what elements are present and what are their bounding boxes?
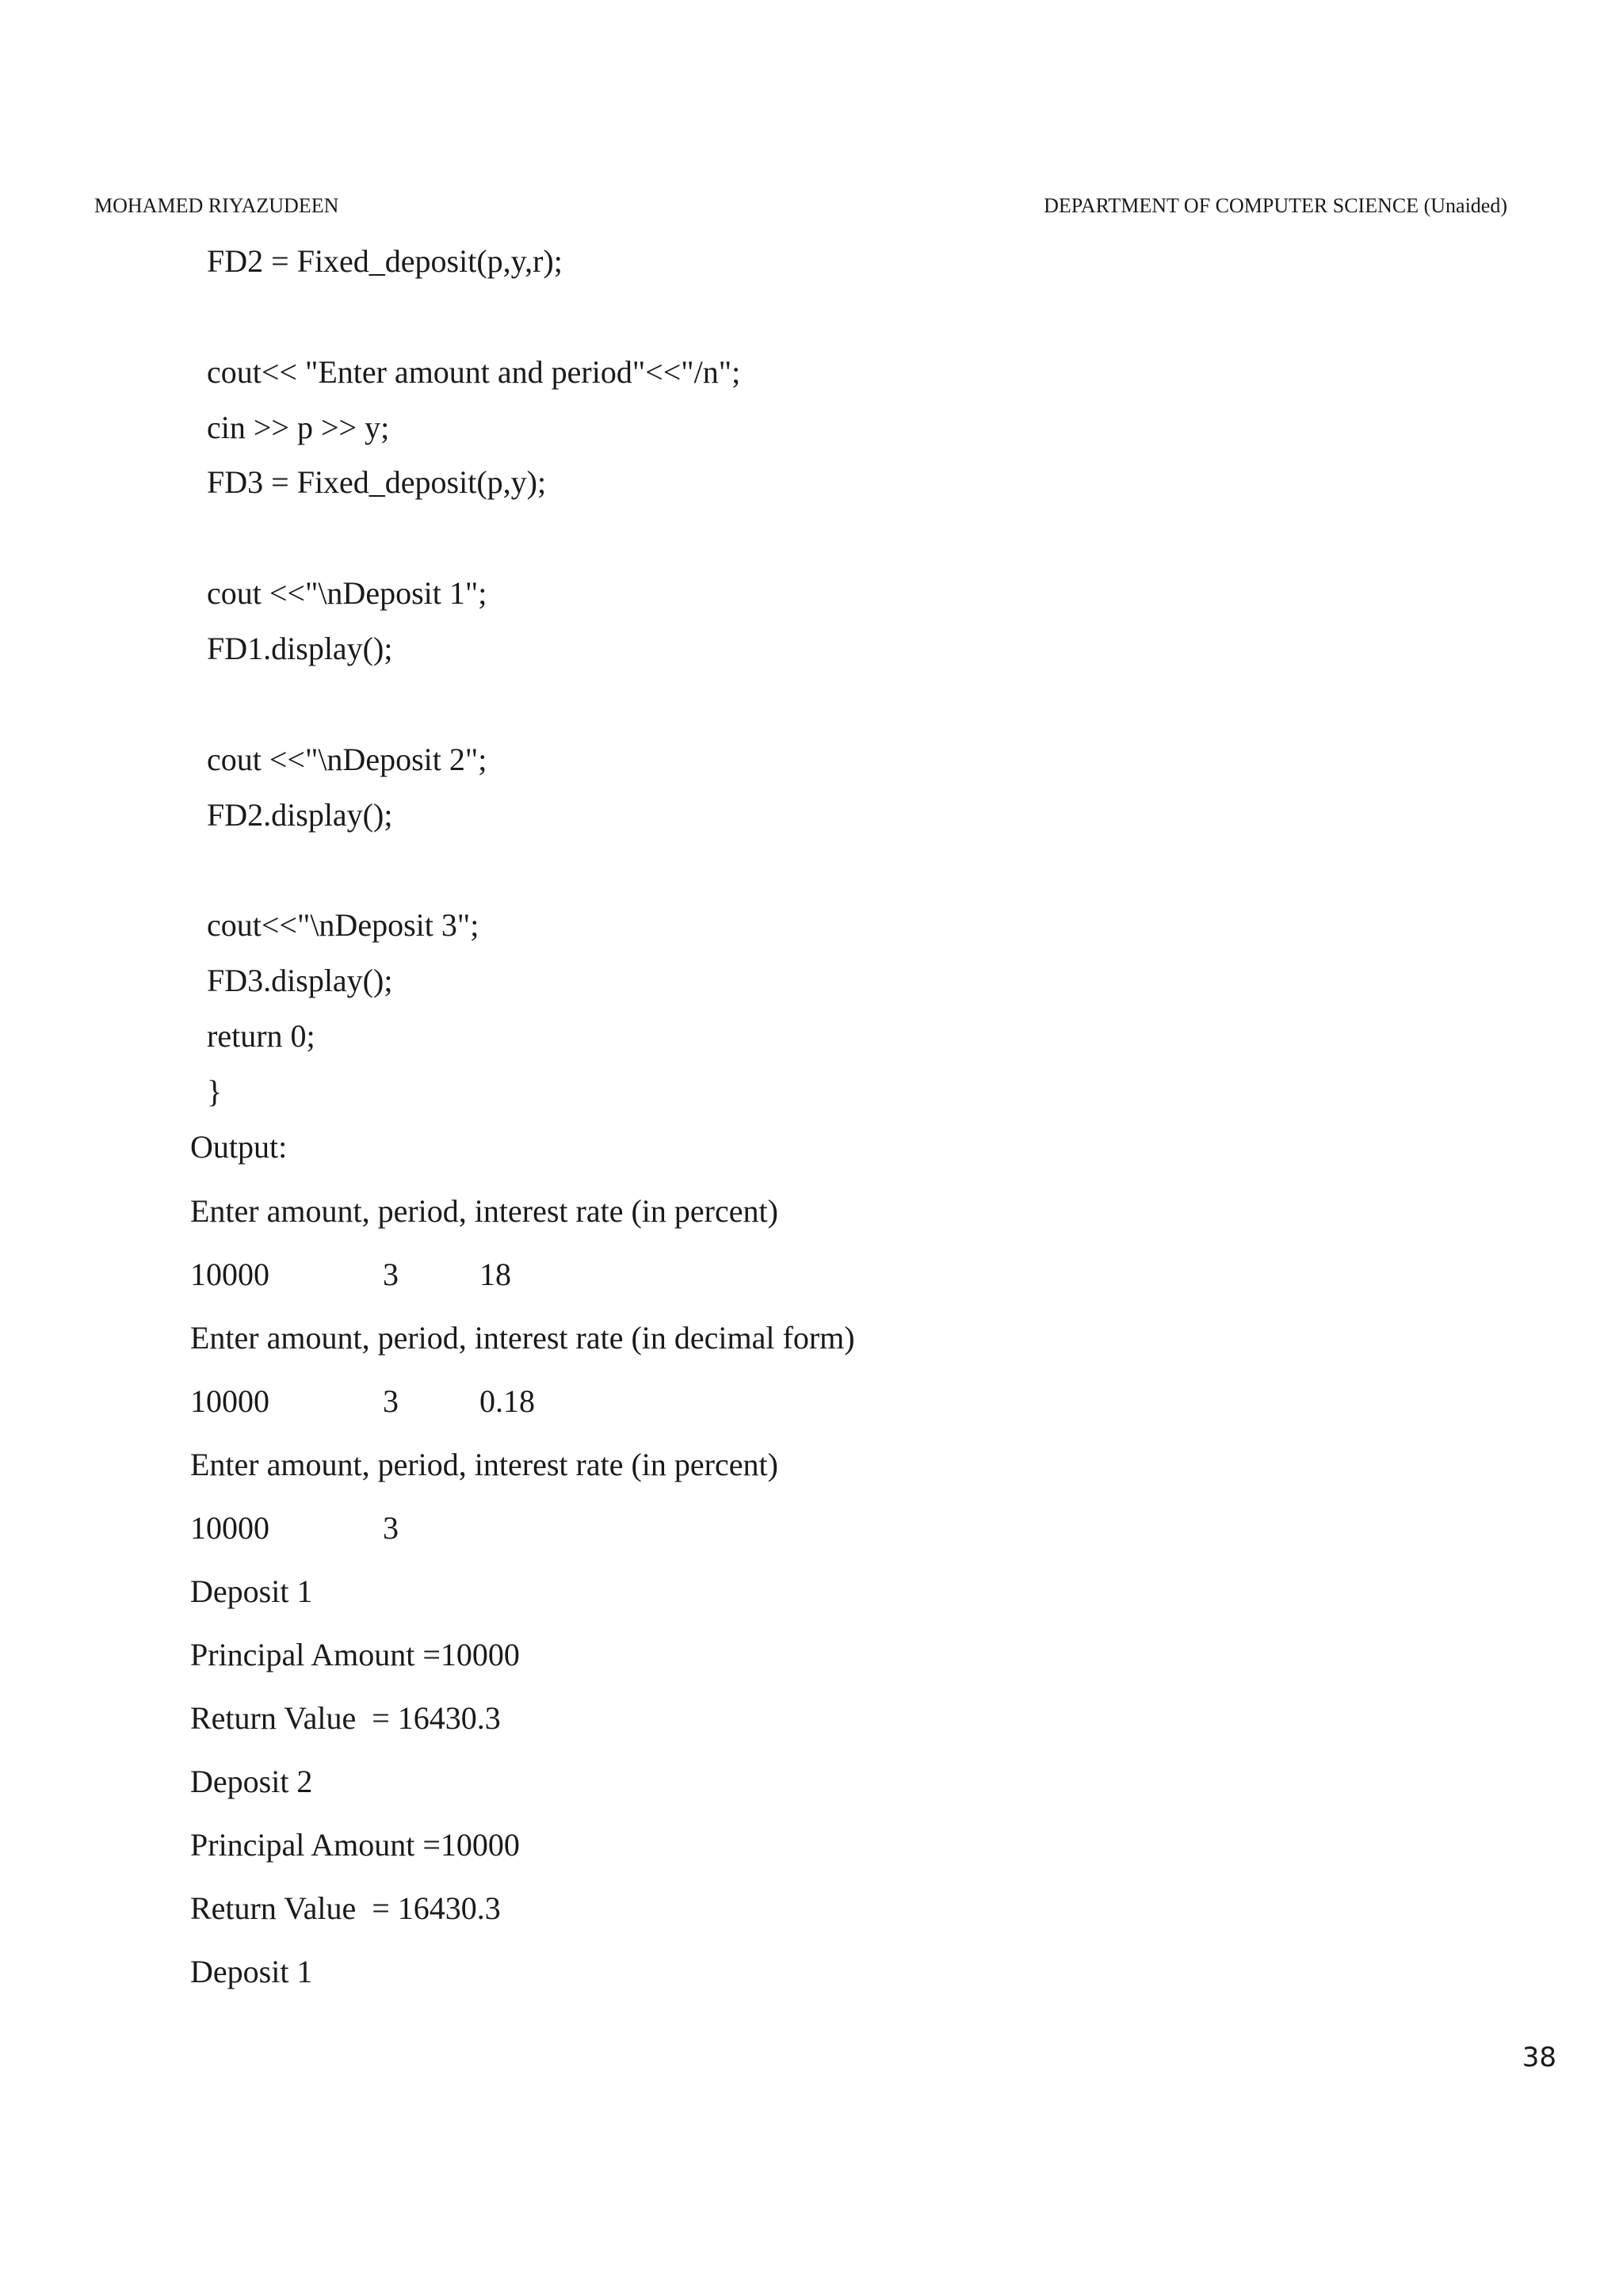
code-line: FD3.display(); bbox=[207, 963, 393, 998]
code-line: cout <<"\nDeposit 1"; bbox=[207, 575, 487, 611]
header-author: MOHAMED RIYAZUDEEN bbox=[94, 194, 339, 217]
output-return-value: Return Value = 16430.3 bbox=[190, 1700, 501, 1736]
code-line: return 0; bbox=[207, 1018, 315, 1054]
output-prompt: Enter amount, period, interest rate (in percent) bbox=[190, 1193, 778, 1229]
code-line: FD2.display(); bbox=[207, 797, 393, 833]
output-return-value: Return Value = 16430.3 bbox=[190, 1890, 501, 1926]
code-line: FD3 = Fixed_deposit(p,y); bbox=[207, 464, 547, 500]
output-deposit-label: Deposit 1 bbox=[190, 1954, 313, 1989]
output-deposit-label: Deposit 2 bbox=[190, 1764, 313, 1799]
output-principal: Principal Amount =10000 bbox=[190, 1827, 520, 1863]
output-prompt: Enter amount, period, interest rate (in percent) bbox=[190, 1447, 778, 1482]
output-input-amount: 10000 bbox=[190, 1383, 269, 1419]
code-line: FD2 = Fixed_deposit(p,y,r); bbox=[207, 243, 563, 279]
code-line: FD1.display(); bbox=[207, 631, 393, 666]
output-prompt: Enter amount, period, interest rate (in decimal form) bbox=[190, 1320, 855, 1356]
code-line: cout <<"\nDeposit 2"; bbox=[207, 742, 487, 777]
output-heading: Output: bbox=[190, 1129, 288, 1165]
output-principal: Principal Amount =10000 bbox=[190, 1637, 520, 1672]
code-line: cout<< "Enter amount and period"<<"/n"; bbox=[207, 354, 741, 390]
code-line: cout<<"\nDeposit 3"; bbox=[207, 907, 479, 943]
output-input-amount: 10000 bbox=[190, 1257, 269, 1292]
output-input-amount: 10000 bbox=[190, 1510, 269, 1546]
output-deposit-label: Deposit 1 bbox=[190, 1573, 313, 1609]
output-input-period: 3 bbox=[383, 1383, 399, 1419]
output-input-rate: 0.18 bbox=[479, 1383, 535, 1419]
header-department: DEPARTMENT OF COMPUTER SCIENCE (Unaided) bbox=[1044, 194, 1507, 217]
output-input-period: 3 bbox=[383, 1510, 399, 1546]
output-input-period: 3 bbox=[383, 1257, 399, 1292]
code-line: cin >> p >> y; bbox=[207, 410, 390, 445]
output-input-rate: 18 bbox=[479, 1257, 511, 1292]
code-line: } bbox=[207, 1074, 223, 1109]
page-number: 38 bbox=[1522, 2042, 1556, 2073]
